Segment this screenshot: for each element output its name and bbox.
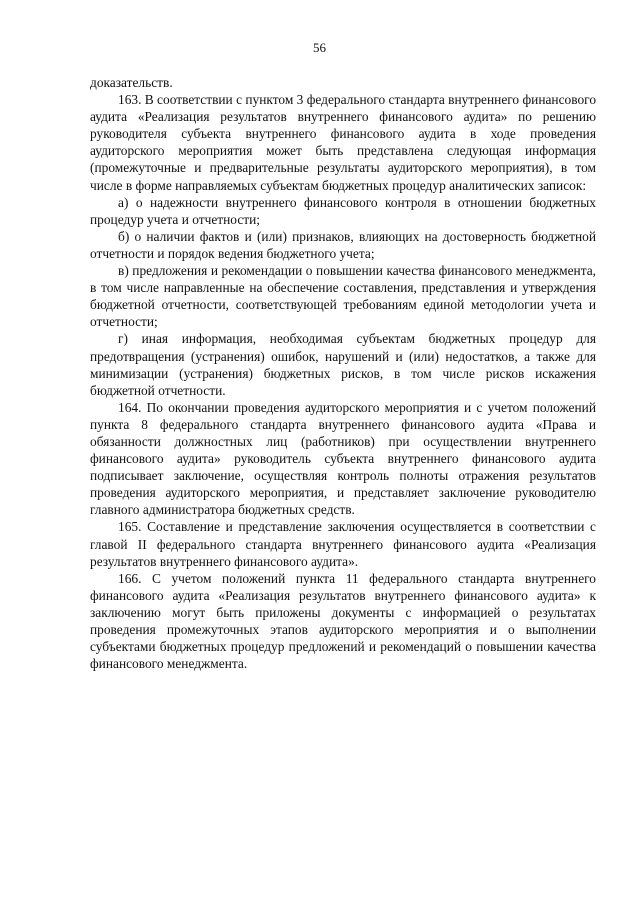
paragraph-continuation: доказательств. bbox=[90, 75, 173, 90]
page-number: 56 bbox=[313, 40, 326, 55]
paragraph-item-164: 164. По окончании проведения аудиторского мероприятия и с учетом положений пункта 8 федерального стандарта внутреннего финансового аудита «Права и обязанности должностных лиц (работников) при осуществлении внутреннего финансового аудита» руководитель субъекта внутреннего финансового аудита подписывает заключение, осуществляя контроль полноты отражения результатов проведения аудиторского мероприятия, и представляет заключение руководителю главного администратора бюджетных средств. bbox=[90, 399, 596, 518]
paragraph-item-165: 165. Составление и представление заключения осуществляется в соответствии с главой II федерального стандарта внутреннего финансового аудита «Реализация результатов внутреннего финансового аудита». bbox=[90, 519, 596, 569]
paragraph-subitem-g: г) иная информация, необходимая субъектам бюджетных процедур для предотвращения (устранения) ошибок, нарушений и (или) недостатков, а также для минимизации (устранения) бюджетных рисков, в том числе рисков искажения бюджетной отчетности. bbox=[90, 331, 596, 398]
paragraph-subitem-a: а) о надежности внутреннего финансового контроля в отношении бюджетных процедур учета и отчетности; bbox=[90, 194, 596, 227]
document-body bbox=[90, 74, 596, 672]
paragraph-subitem-v: в) предложения и рекомендации о повышении качества финансового менеджмента, в том числе направленные на обеспечение составления, представления и утверждения бюджетной отчетности, соответствующей требованиям единой методологии учета и отчетности; bbox=[90, 263, 596, 330]
paragraph-subitem-b: б) о наличии фактов и (или) признаков, влияющих на достоверность бюджетной отчетности и порядок ведения бюджетного учета; bbox=[90, 228, 596, 261]
paragraph-item-163: 163. В соответствии с пунктом 3 федерального стандарта внутреннего финансового аудита «Реализация результатов внутреннего финансового аудита» по решению руководителя субъекта внутреннего финансового аудита в ходе проведения аудиторского мероприятия может быть представлена следующая информация (промежуточные и предварительные результаты аудиторского мероприятия), в том числе в форме направляемых субъектам бюджетных процедур аналитических записок: bbox=[90, 92, 597, 193]
paragraph-item-166: 166. С учетом положений пункта 11 федерального стандарта внутреннего финансового аудита «Реализация результатов внутреннего финансового аудита» к заключению могут быть приложены документы с информацией о результатах проведения промежуточных этапов аудиторского мероприятия и о выполнении субъектами бюджетных процедур предложений и рекомендаций о повышении качества финансового менеджмента. bbox=[90, 570, 596, 672]
